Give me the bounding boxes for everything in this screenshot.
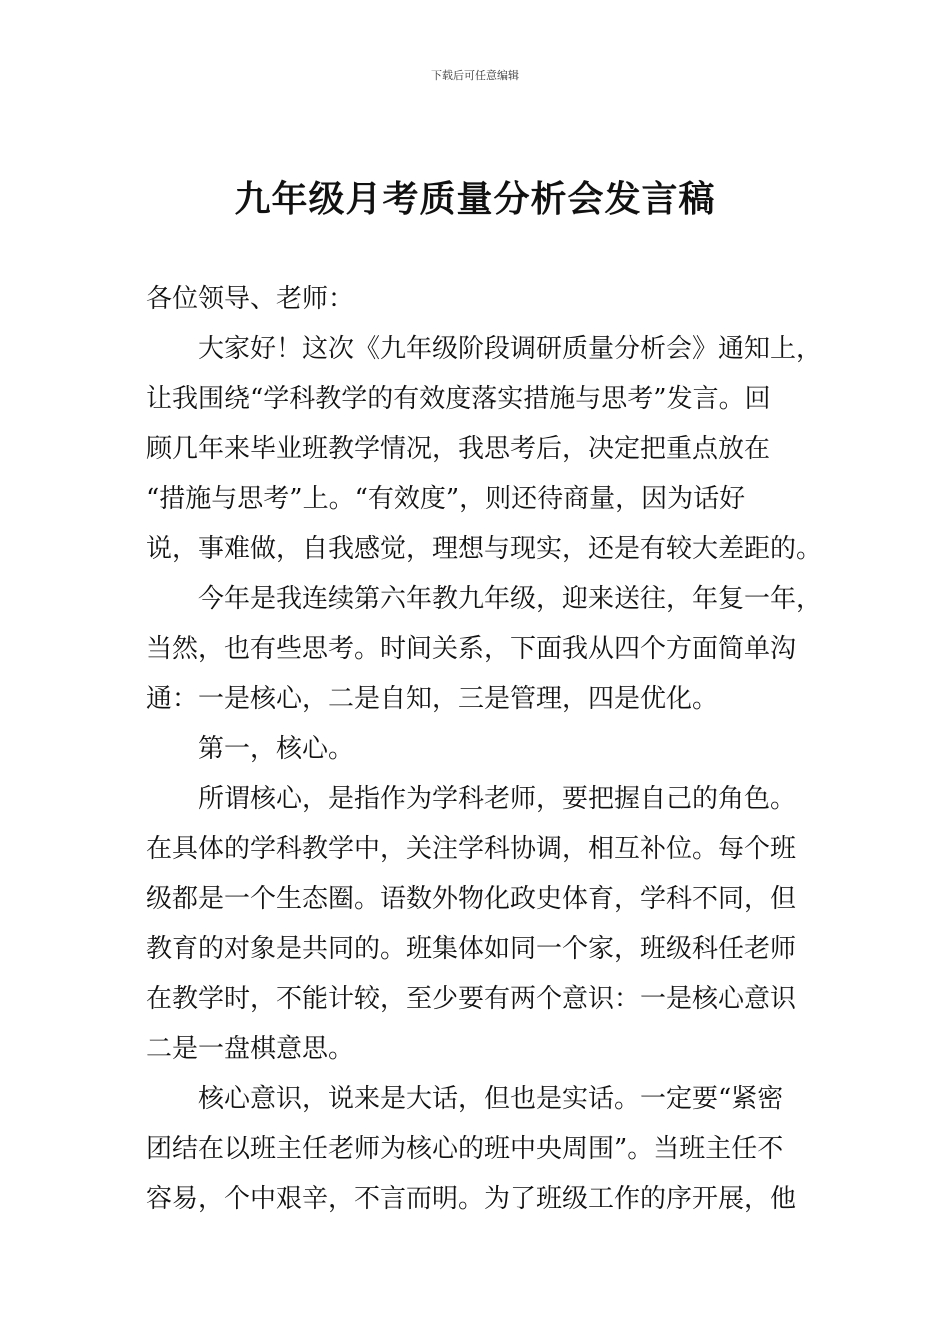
body-line: 通：一是核心，二是自知，三是管理，四是优化。 (146, 684, 719, 714)
body-line: 在具体的学科教学中，关注学科协调，相互补位。每个班 (146, 834, 797, 864)
document-body (146, 274, 823, 1224)
body-line: 二是一盘棋意思。 (146, 1034, 355, 1064)
body-line: 教育的对象是共同的。班集体如同一个家，班级科任老师 (146, 934, 797, 964)
body-line: 今年是我连续第六年教九年级，迎来送往，年复一年， (198, 584, 823, 614)
body-line: 顾几年来毕业班教学情况，我思考后，决定把重点放在 (146, 434, 771, 464)
header-note: 下载后可任意编辑 (431, 69, 519, 82)
body-line: 容易，个中艰辛，不言而明。为了班级工作的序开展，他 (146, 1184, 797, 1214)
body-line: 各位领导、老师： (146, 284, 355, 314)
body-line: 让我围绕“学科教学的有效度落实措施与思考”发言。回 (146, 384, 771, 414)
body-line: 所谓核心，是指作为学科老师，要把握自己的角色。 (198, 784, 797, 814)
document-title: 九年级月考质量分析会发言稿 (234, 179, 716, 220)
body-line: 说，事难做，自我感觉，理想与现实，还是有较大差距的。 (146, 534, 823, 564)
body-line: 级都是一个生态圈。语数外物化政史体育，学科不同，但 (146, 884, 797, 914)
body-line: “措施与思考”上。“有效度”，则还待商量，因为话好 (146, 484, 746, 514)
body-line: 大家好！这次《九年级阶段调研质量分析会》通知上， (198, 334, 823, 364)
body-line: 核心意识，说来是大话，但也是实话。一定要“紧密 (198, 1084, 784, 1114)
body-line: 团结在以班主任老师为核心的班中央周围”。当班主任不 (146, 1134, 784, 1164)
body-line: 当然，也有些思考。时间关系，下面我从四个方面简单沟 (146, 634, 797, 664)
section-heading: 第一，核心。 (198, 734, 355, 764)
body-line: 在教学时，不能计较，至少要有两个意识：一是核心意识 (146, 984, 797, 1014)
